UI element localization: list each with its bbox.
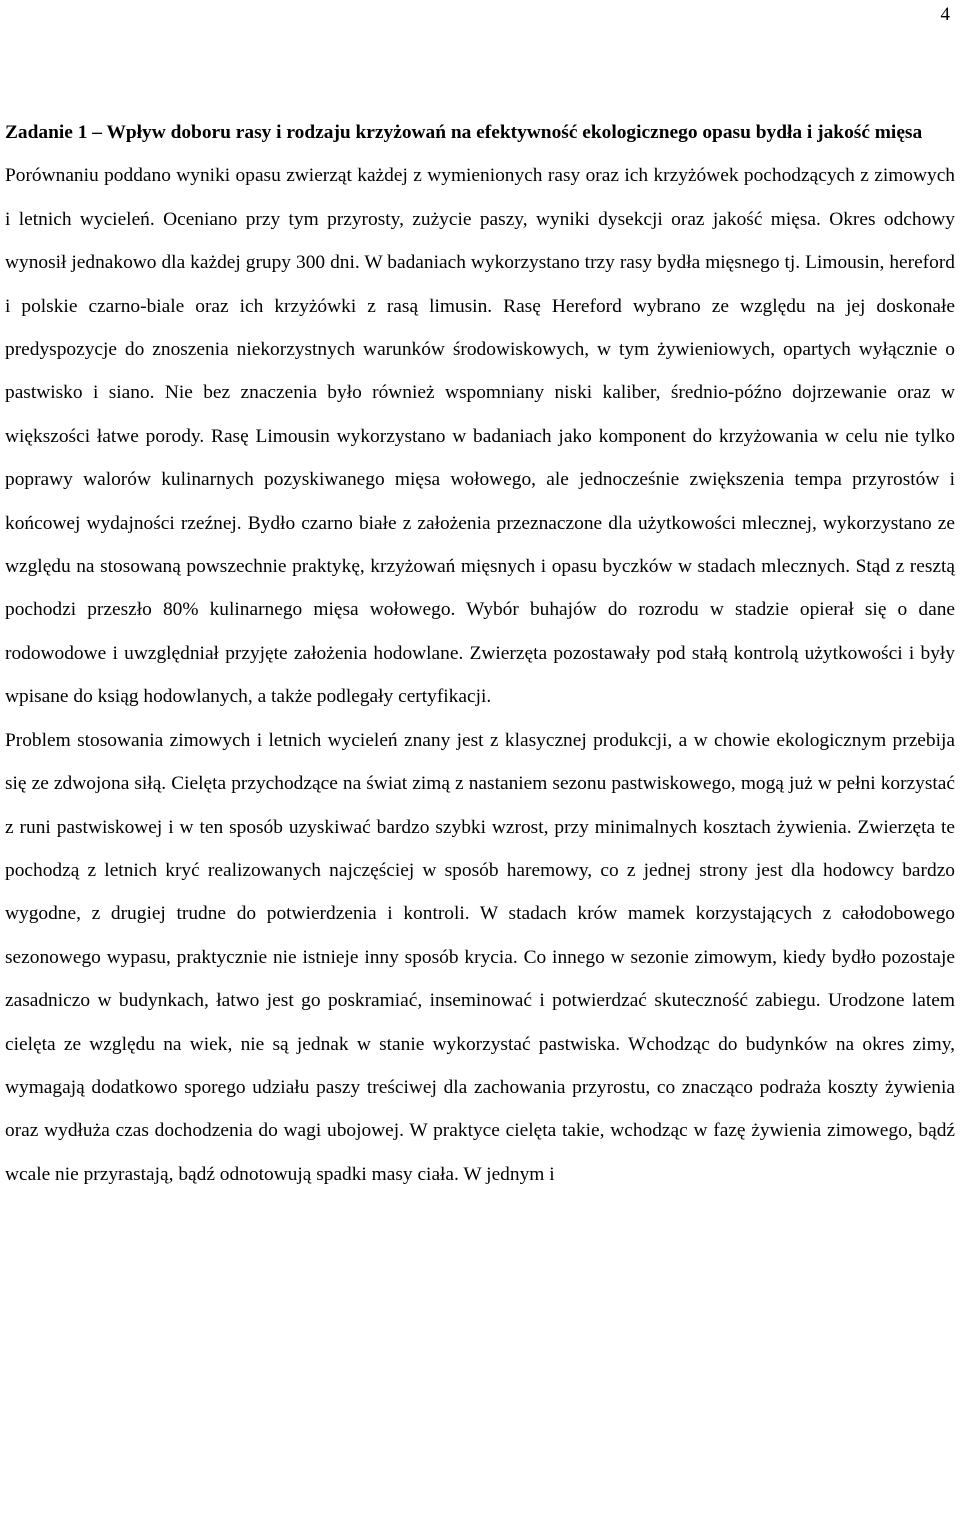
document-body: [5, 111, 955, 1196]
paragraph-breeds: Porównaniu poddano wyniki opasu zwierząt każdej z wymienionych rasy oraz ich krzyżówek pochodzących z zimowych i letnich wycieleń. Oceniano przy tym przyrosty, zużycie paszy, wyniki dysekcji oraz jakość mięsa. Okres odchowy wynosił jednakowo dla każdej grupy 300 dni. W badaniach wykorzystano trzy rasy bydła mięsnego tj. Limousin, hereford i polskie czarno-biale oraz ich krzyżówki z rasą limusin. Rasę Hereford wybrano ze względu na jej doskonałe predyspozycje do znoszenia niekorzystnych warunków środowiskowych, w tym żywieniowych, opartych wyłącznie o pastwisko i siano. Nie bez znaczenia było również wspomniany niski kaliber, średnio-późno dojrzewanie oraz w większości łatwe porody. Rasę Limousin wykorzystano w badaniach jako komponent do krzyżowania w celu nie tylko poprawy walorów kulinarnych pozyskiwanego mięsa wołowego, ale jednocześnie zwiększenia tempa przyrostów i końcowej wydajności rzeźnej. Bydło czarno białe z założenia przeznaczone dla użytkowości mlecznej, wykorzystano ze względu na stosowaną powszechnie praktykę, krzyżowań mięsnych i opasu byczków w stadach mlecznych. Stąd z resztą pochodzi przeszło 80% kulinarnego mięsa wołowego. Wybór buhajów do rozrodu w stadzie opierał się o dane rodowodowe i uwzględniał przyjęte założenia hodowlane. Zwierzęta pozostawały pod stałą kontrolą użytkowości i były wpisane do ksiąg hodowlanych, a także podlegały certyfikacji.: [5, 165, 955, 708]
section-heading: Zadanie 1 – Wpływ doboru rasy i rodzaju krzyżowań na efektywność ekologicznego opasu bydła i jakość mięsa: [5, 122, 923, 143]
paragraph-calving-seasons: Problem stosowania zimowych i letnich wycieleń znany jest z klasycznej produkcji, a w chowie ekologicznym przebija się ze zdwojona siłą. Cielęta przychodzące na świat zimą z nastaniem sezonu pastwiskowego, mogą już w pełni korzystać z runi pastwiskowej i w ten sposób uzyskiwać bardzo szybki wzrost, przy minimalnych kosztach żywienia. Zwierzęta te pochodzą z letnich kryć realizowanych najczęściej w sposób haremowy, co z jednej strony jest dla hodowcy bardzo wygodne, z drugiej trudne do potwierdzenia i kontroli. W stadach krów mamek korzystających z całodobowego sezonowego wypasu, praktycznie nie istnieje inny sposób krycia. Co innego w sezonie zimowym, kiedy bydło pozostaje zasadniczo w budynkach, łatwo jest go poskramiać, inseminować i potwierdzać skuteczność zabiegu. Urodzone latem cielęta ze względu na wiek, nie są jednak w stanie wykorzystać pastwiska. Wchodząc do budynków na okres zimy, wymagają dodatkowo sporego udziału paszy treściwej dla zachowania przyrostu, co znacząco podraża koszty żywienia oraz wydłuża czas dochodzenia do wagi ubojowej. W praktyce cielęta takie, wchodząc w fazę żywienia zimowego, bądź wcale nie przyrastają, bądź odnotowują spadki masy ciała. W jednym i: [5, 729, 955, 1185]
page-number: 4: [940, 4, 950, 25]
